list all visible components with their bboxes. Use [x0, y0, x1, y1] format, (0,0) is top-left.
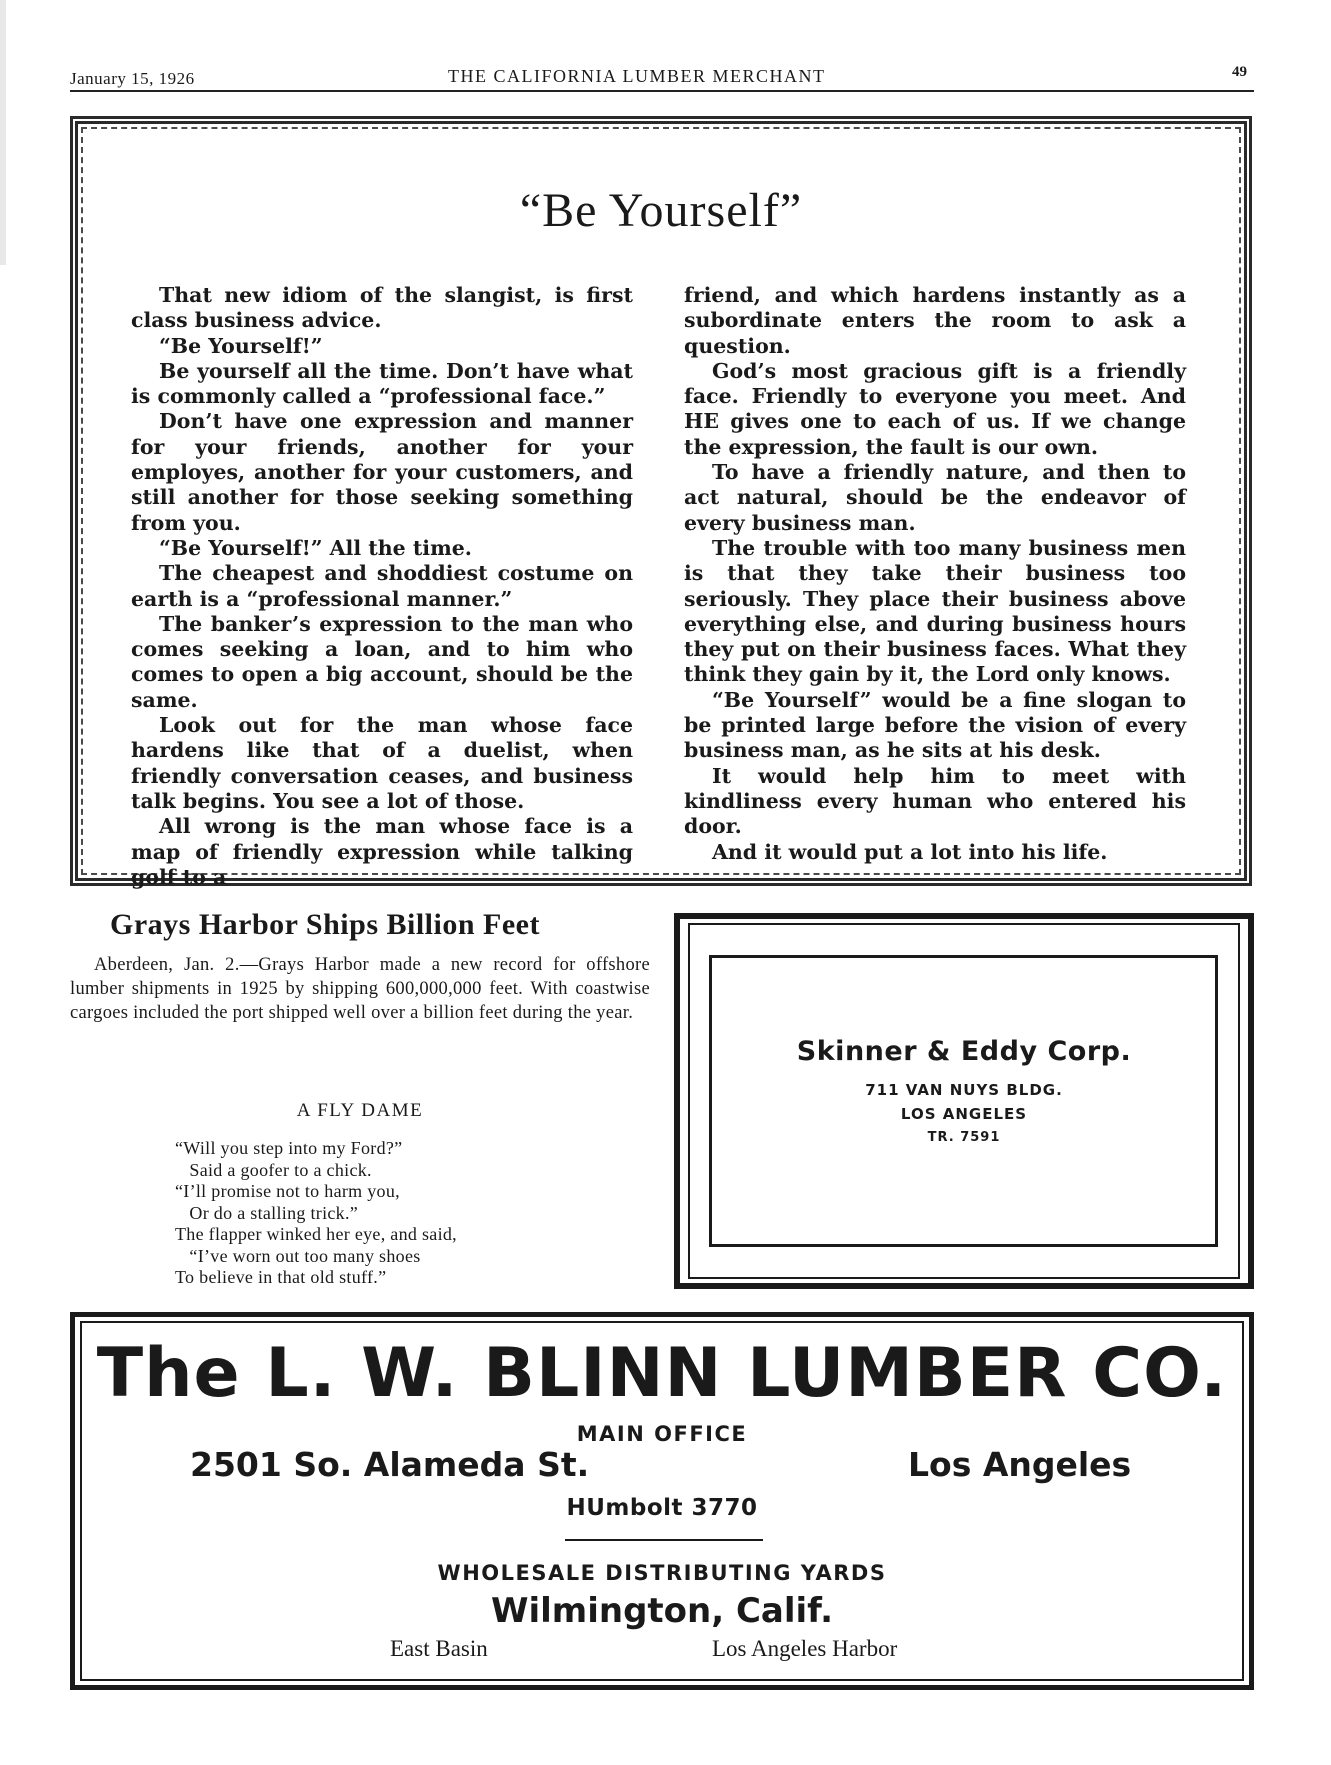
editorial-left-column — [131, 283, 633, 890]
editorial-right-column — [684, 283, 1186, 865]
news-headline: Grays Harbor Ships Billion Feet — [110, 908, 540, 941]
header-rule — [70, 90, 1254, 92]
editorial-paragraph: The cheapest and shoddiest costume on earth is a “professional manner.” — [131, 561, 633, 611]
blinn-office-label: MAIN OFFICE — [576, 1422, 748, 1446]
blinn-yards-label: WHOLESALE DISTRIBUTING YARDS — [437, 1561, 887, 1585]
blinn-city: Los Angeles — [908, 1445, 1132, 1484]
blinn-address: 2501 So. Alameda St. — [190, 1445, 590, 1484]
skinner-ad-panel — [709, 955, 1218, 1247]
editorial-paragraph: It would help him to meet with kindliness every human who entered his door. — [684, 763, 1186, 839]
skinner-city: LOS ANGELES — [900, 1105, 1028, 1123]
poem-line: The flapper winked her eye, and said, — [175, 1224, 457, 1244]
poem-line: To believe in that old stuff.” — [175, 1267, 387, 1287]
editorial-paragraph: And it would put a lot into his life. — [712, 839, 1108, 864]
blinn-company-name: The L. W. BLINN LUMBER CO. — [96, 1334, 1228, 1413]
editorial-paragraph: friend, and which hardens instantly as a subordinate enters the room to ask a question. — [684, 283, 1186, 358]
editorial-paragraph: “Be Yourself!” All the time. — [159, 535, 472, 560]
editorial-paragraph: All wrong is the man whose face is a map of friendly expression while talking golf to a — [131, 814, 633, 889]
poem-line: “Will you step into my Ford?” — [175, 1138, 403, 1158]
page-binding-edge — [0, 0, 6, 265]
blinn-yards-city: Wilmington, Calif. — [490, 1591, 834, 1631]
page-number: 49 — [1232, 64, 1247, 80]
poem-verse — [175, 1138, 457, 1289]
editorial-paragraph: “Be Yourself” would be a fine slogan to be printed large before the vision of every business man, as he sits at his desk. — [684, 687, 1186, 763]
poem-title: A FLY DAME — [296, 1100, 424, 1121]
editorial-paragraph: The banker’s expression to the man who comes seeking a loan, and to him who comes to open a big account, should be the same. — [131, 611, 633, 712]
poem-line: Or do a stalling trick.” — [175, 1202, 359, 1223]
poem-line: Said a goofer to a chick. — [175, 1159, 372, 1180]
skinner-address: 711 VAN NUYS BLDG. — [865, 1081, 1063, 1099]
blinn-basin: East Basin — [390, 1636, 488, 1661]
poem-line: “I’ve worn out too many shoes — [175, 1245, 421, 1266]
news-paragraph: Aberdeen, Jan. 2.—Grays Harbor made a new record for offshore lumber shipments in 1925 by shipping 600,000,000 feet. With coastwise cargoes included the port shipped well over a billion feet during the year. — [70, 955, 650, 1023]
editorial-paragraph: That new idiom of the slangist, is first class business advice. — [131, 283, 633, 333]
news-body — [70, 953, 650, 1025]
issue-date: January 15, 1926 — [70, 69, 195, 88]
publication-title: THE CALIFORNIA LUMBER MERCHANT — [448, 66, 826, 86]
poem-line: “I’ll promise not to harm you, — [175, 1181, 400, 1201]
editorial-paragraph: “Be Yourself!” — [159, 333, 323, 358]
blinn-harbor: Los Angeles Harbor — [712, 1636, 898, 1661]
skinner-phone: TR. 7591 — [927, 1130, 1001, 1145]
editorial-paragraph: God’s most gracious gift is a friendly face. Friendly to everyone you meet. And HE gives one to each of us. If we change the expression, the fault is our own. — [684, 358, 1186, 459]
editorial-paragraph: Be yourself all the time. Don’t have what is commonly called a “professional face.” — [131, 358, 633, 409]
skinner-company-name: Skinner & Eddy Corp. — [796, 1036, 1132, 1067]
editorial-paragraph: To have a friendly nature, and then to act natural, should be the endeavor of every business man. — [684, 460, 1186, 535]
editorial-paragraph: The trouble with too many business men is that they take their business too seriously. They place their business above everything else, and during business hours they put on their business faces. What they think they gain by it, the Lord only knows. — [684, 535, 1186, 687]
editorial-paragraph: Look out for the man whose face hardens like that of a duelist, when friendly conversation ceases, and business talk begins. You see a lot of those. — [131, 713, 633, 813]
blinn-divider-rule — [565, 1539, 763, 1541]
editorial-title: “Be Yourself” — [519, 184, 803, 237]
blinn-phone: HUmbolt 3770 — [566, 1495, 758, 1521]
editorial-paragraph: Don’t have one expression and manner for your friends, another for your employes, another for your customers, and still another for those seeking something from you. — [131, 409, 633, 535]
